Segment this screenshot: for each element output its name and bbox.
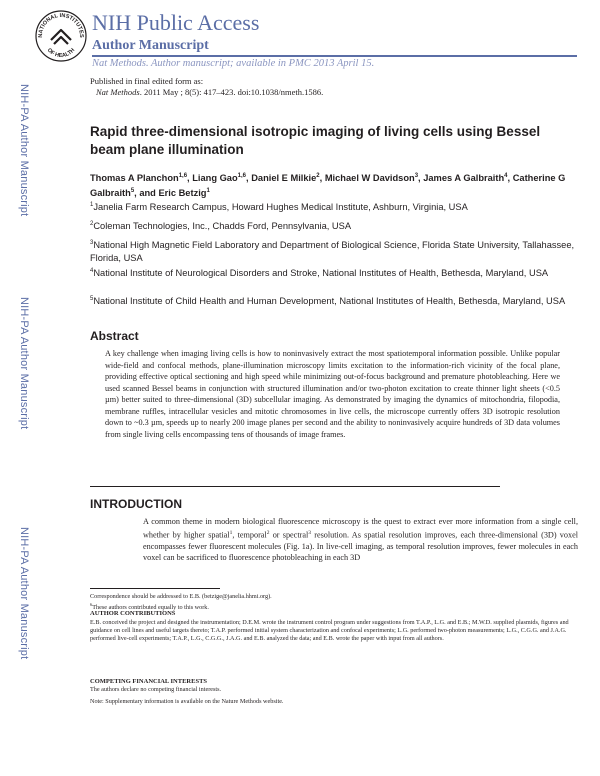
author-name: Catherine G Galbraith	[90, 173, 566, 199]
journal-availability-line: Nat Methods. Author manuscript; available in PMC 2013 April 15.	[92, 58, 375, 69]
reference-sup: 3	[308, 529, 311, 536]
competing-interests-heading: COMPETING FINANCIAL INTERESTS	[90, 678, 208, 685]
author-separator: ,	[507, 173, 513, 184]
reference-sup: 2	[266, 529, 270, 536]
author-contributions-text: E.B. conceived the project and designed the instrumentation; D.E.M. wrote the instrument control program under suggestions from T.A.P., L.G. and E.B.; M.W.D. supplied plasmids, figures and guidance on cell lines and useful targets thereto; T.A.P. performed initial system characterization and confocal experiments; L.G. performed two-photon measurements; L.G., C.G.G. and J.A.G. performed live-cell experiments; T.A.P., L.G., C.G.G., J.A.G. and E.B. analyzed the data; and E.B. wrote the paper with input from all authors.	[90, 619, 569, 642]
nih-logo-icon	[34, 9, 88, 63]
author-manuscript-label: Author Manuscript	[92, 38, 209, 53]
published-label: Published in final edited form as:	[90, 76, 204, 86]
equal-contribution-text: These authors contributed equally to this work.	[92, 604, 209, 612]
introduction-text	[143, 516, 578, 564]
header-divider	[92, 55, 577, 57]
author-name: Eric Betzig	[158, 188, 207, 199]
author-affil-sup: 2	[316, 173, 320, 179]
author-affil-sup: 4	[504, 173, 508, 179]
introduction-heading: INTRODUCTION	[90, 497, 182, 511]
author-name: Michael W Davidson	[324, 173, 415, 184]
intro-text-part: or spectral	[269, 530, 309, 540]
author-separator: , and	[134, 188, 159, 199]
author-affil-sup: 5	[130, 188, 135, 195]
intro-text-part: A common theme in modern biological fluorescence microscopy is the quest to extract ever more information from a single cell, whether by higher spatial	[143, 517, 578, 540]
author-separator: ,	[418, 173, 424, 184]
intro-text-part: resolution. As spatial resolution improves, each three-dimensional (3D) voxel encompasses fewer fluorescent molecules (Fig. 1a). In live-cell imaging, as temporal resolution improves, fewer molecules in each voxel can be sacrificed to fluorescence photobleaching in each 3D	[143, 530, 578, 563]
affiliation	[90, 237, 575, 264]
affiliation-number: 5	[90, 296, 94, 302]
abstract-heading: Abstract	[90, 329, 139, 343]
reference-sup: 1	[229, 529, 233, 536]
affiliation-number: 1	[90, 202, 94, 208]
author-name: Thomas A Planchon	[90, 173, 179, 184]
footnote-sup: 6	[90, 602, 93, 607]
author-separator: ,	[246, 173, 252, 184]
affiliation	[90, 265, 575, 280]
affiliation-text: National High Magnetic Field Laboratory and Department of Biological Science, Florida State University, Tallahassee, Florida, USA	[90, 240, 575, 263]
affiliation	[90, 293, 575, 308]
affiliation-text: National Institute of Child Health and Human Development, National Institutes of Health, Bethesda, Maryland, USA	[93, 296, 566, 307]
affiliation-text: Janelia Farm Research Campus, Howard Hughes Medical Institute, Ashburn, Virginia, USA	[93, 202, 468, 213]
author-affil-sup: 1,6	[237, 173, 247, 179]
intro-text-part: , temporal	[232, 530, 267, 540]
published-citation-details: . 2011 May ; 8(5): 417–423. doi:10.1038/nmeth.1586.	[139, 87, 324, 97]
logo-text-top: NATIONAL INSTITUTES	[37, 12, 85, 38]
author-separator: ,	[187, 173, 193, 184]
affiliation-number: 2	[90, 221, 94, 227]
author-affil-sup: 3	[414, 173, 419, 179]
author-name: James A Galbraith	[423, 173, 505, 184]
author-name: Liang Gao	[192, 173, 238, 184]
nih-public-access-title: NIH Public Access	[92, 10, 260, 35]
correspondence-note: Correspondence should be addressed to E.B. (betzige@janelia.hhmi.org).	[90, 593, 272, 600]
author-contributions-heading: AUTHOR CONTRIBUTIONS	[90, 610, 176, 617]
published-citation	[96, 87, 323, 97]
affiliation	[90, 199, 575, 214]
published-journal: Nat Methods	[96, 87, 140, 97]
side-watermark-bottom: NIH-PA Author Manuscript	[18, 527, 30, 660]
competing-interests-text: The authors declare no competing financial interests.	[90, 686, 222, 693]
paper-title: Rapid three-dimensional isotropic imaging of living cells using Bessel beam plane illumination	[90, 124, 541, 157]
footnote-divider	[90, 588, 220, 589]
affiliation-number: 3	[90, 240, 94, 246]
supplementary-note: Note: Supplementary information is available on the Nature Methods website.	[90, 698, 284, 705]
author-affil-sup: 1,6	[178, 173, 188, 179]
affiliation-text: Coleman Technologies, Inc., Chadds Ford, Pennsylvania, USA	[93, 221, 352, 232]
abstract-divider	[90, 486, 500, 487]
logo-text-bottom: OF HEALTH	[45, 47, 77, 60]
affiliation-number: 4	[90, 268, 94, 274]
affiliation	[90, 218, 575, 233]
affiliation-text: National Institute of Neurological Disorders and Stroke, National Institutes of Health, Bethesda, Maryland, USA	[93, 268, 549, 279]
abstract-text: A key challenge when imaging living cells is how to noninvasively extract the most spatiotemporal information possible. Unlike popular wide-field and confocal methods, plane-illumination microscopy limits excitation to the information-rich vicinity of the focal plane, providing effective optical sectioning and high speed while minimizing out-of-focus background and premature photobleaching. Here we used scanned Bessel beams in conjunction with structured illumination and/or two-photon excitation to create thinner light sheets (<0.5 µm) better suited to three-dimensional (3D) subcellular imaging. As demonstrated by imaging the dynamics of mitochondria, filopodia, membrane ruffles, intracellular vesicles and mitotic chromosomes in live cells, the microscope currently offers 3D isotropic resolution down to ~0.3 µm, speeds up to nearly 200 image planes per second and the ability to noninvasively acquire hundreds of 3D data volumes from single living cells encompassing tens of thousands of image frames.	[105, 349, 560, 439]
author-list	[90, 170, 575, 200]
side-watermark-top: NIH-PA Author Manuscript	[18, 84, 30, 217]
author-affil-sup: 1	[206, 188, 210, 195]
author-separator: ,	[319, 173, 325, 184]
author-name: Daniel E Milkie	[251, 173, 317, 184]
side-watermark-middle: NIH-PA Author Manuscript	[18, 297, 30, 430]
